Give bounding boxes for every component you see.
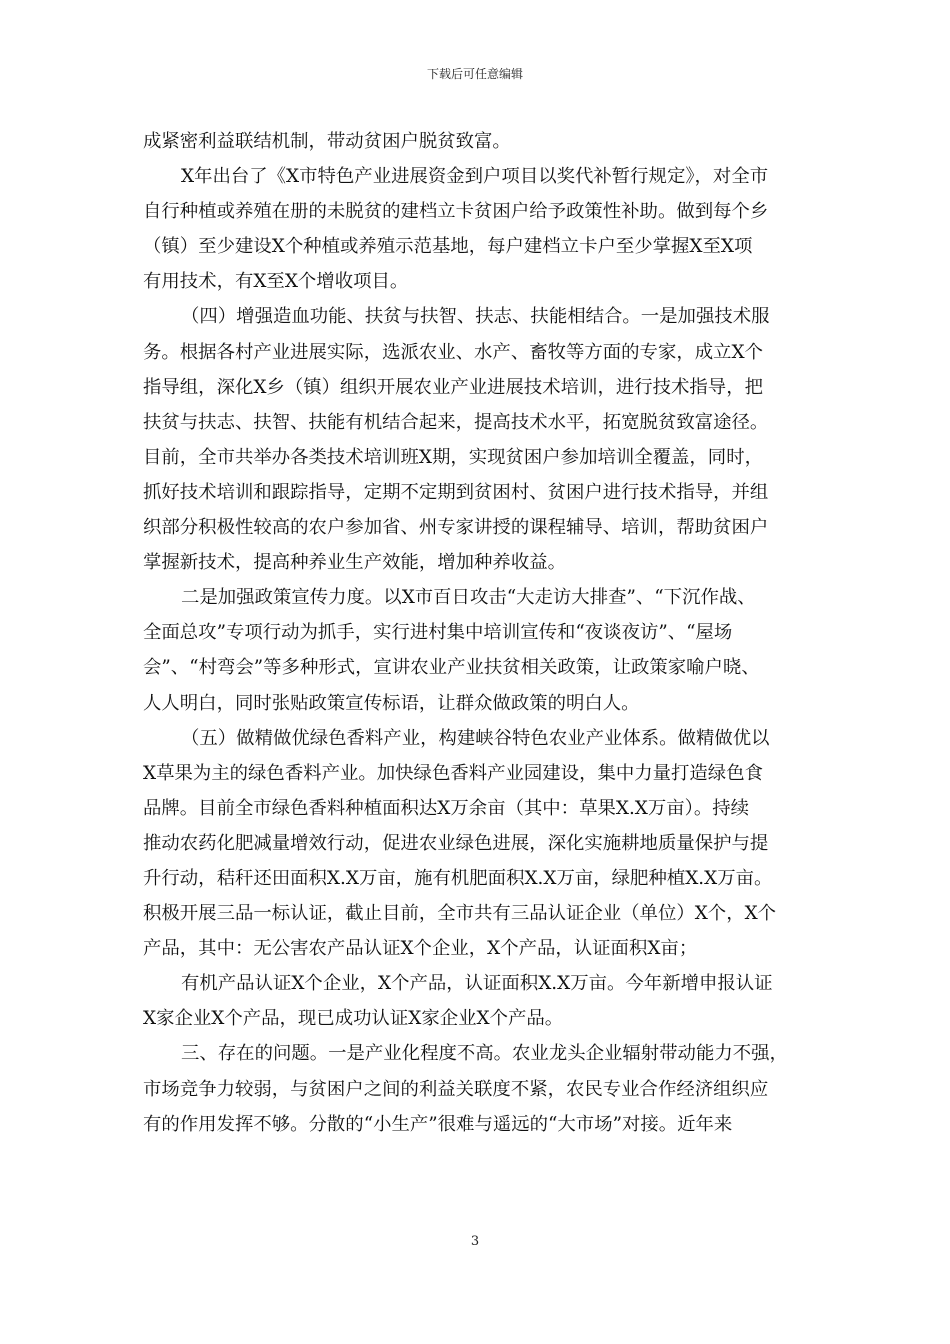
- text-line: 推动农药化肥减量增效行动，促进农业绿色进展，深化实施耕地质量保护与提: [143, 832, 769, 854]
- text-line: 目前，全市共举办各类技术培训班X期，实现贫困户参加培训全覆盖，同时，: [143, 446, 763, 468]
- text-line: 有的作用发挥不够。分散的“小生产”很难与遥远的“大市场”对接。近年来: [143, 1113, 733, 1135]
- text-line: 市场竞争力较弱，与贫困户之间的利益关联度不紧，农民专业合作经济组织应: [143, 1078, 769, 1100]
- text-line: 织部分积极性较高的农户参加省、州专家讲授的课程辅导、培训，帮助贫困户: [143, 517, 769, 539]
- page-number: 3: [470, 1234, 480, 1249]
- text-line: 三、存在的问题。一是产业化程度不高。农业龙头企业辐射带动能力不强，: [181, 1043, 788, 1065]
- document-body: [143, 124, 813, 1142]
- text-line: X草果为主的绿色香料产业。加快绿色香料产业园建设，集中力量打造绿色食: [143, 762, 763, 784]
- text-line: 会”、“村弯会”等多种形式，宣讲农业产业扶贫相关政策，让政策家喻户晓、: [143, 657, 760, 679]
- text-line: 掌握新技术，提高种养业生产效能，增加种养收益。: [143, 552, 566, 574]
- page-header: 下载后可任意编辑: [426, 67, 523, 81]
- text-line: X家企业X个产品，现已成功认证X家企业X个产品。: [143, 1008, 564, 1030]
- text-line: 自行种植或养殖在册的未脱贫的建档立卡贫困户给予政策性补助。做到每个乡: [143, 201, 769, 223]
- text-line: 二是加强政策宣传力度。以X市百日攻击“大走访大排查”、“下沉作战、: [181, 587, 756, 609]
- text-line: 有用技术，有X至X个增收项目。: [143, 271, 409, 293]
- text-line: 升行动，秸秆还田面积X.X万亩，施有机肥面积X.X万亩，绿肥种植X.X万亩。: [143, 867, 773, 889]
- text-line: （四）增强造血功能、扶贫与扶智、扶志、扶能相结合。一是加强技术服: [181, 306, 770, 328]
- text-line: X年出台了《X市特色产业进展资金到户项目以奖代补暂行规定》，对全市: [181, 166, 769, 188]
- text-line: （镇）至少建设X个种植或养殖示范基地，每户建档立卡户至少掌握X至X项: [143, 236, 753, 258]
- text-line: 人人明白，同时张贴政策宣传标语，让群众做政策的明白人。: [143, 692, 640, 714]
- text-line: 产品，其中：无公害农产品认证X个企业，X个产品，认证面积X亩；: [143, 938, 698, 960]
- text-line: 成紧密利益联结机制，带动贫困户脱贫致富。: [143, 131, 511, 152]
- text-line: 品牌。目前全市绿色香料种植面积达X万余亩（其中：草果X.X万亩）。持续: [143, 797, 750, 819]
- text-line: （五）做精做优绿色香料产业，构建峡谷特色农业产业体系。做精做优以: [181, 727, 770, 749]
- text-line: 抓好技术培训和跟踪指导，定期不定期到贫困村、贫困户进行技术指导，并组: [143, 481, 769, 503]
- text-line: 有机产品认证X个企业，X个产品，认证面积X.X万亩。今年新增申报认证: [181, 973, 773, 995]
- text-line: 指导组，深化X乡（镇）组织开展农业产业进展技术培训，进行技术指导，把: [143, 376, 763, 398]
- text-line: 扶贫与扶志、扶智、扶能有机结合起来，提高技术水平，拓宽脱贫致富途径。: [143, 411, 769, 433]
- text-line: 全面总攻”专项行动为抓手，实行进村集中培训宣传和“夜谈夜访”、“屋场: [143, 622, 733, 644]
- text-line: 积极开展三品一标认证，截止目前，全市共有三品认证企业（单位）X个，X个: [143, 903, 777, 925]
- text-line: 务。根据各村产业进展实际，选派农业、水产、畜牧等方面的专家，成立X个: [143, 341, 763, 363]
